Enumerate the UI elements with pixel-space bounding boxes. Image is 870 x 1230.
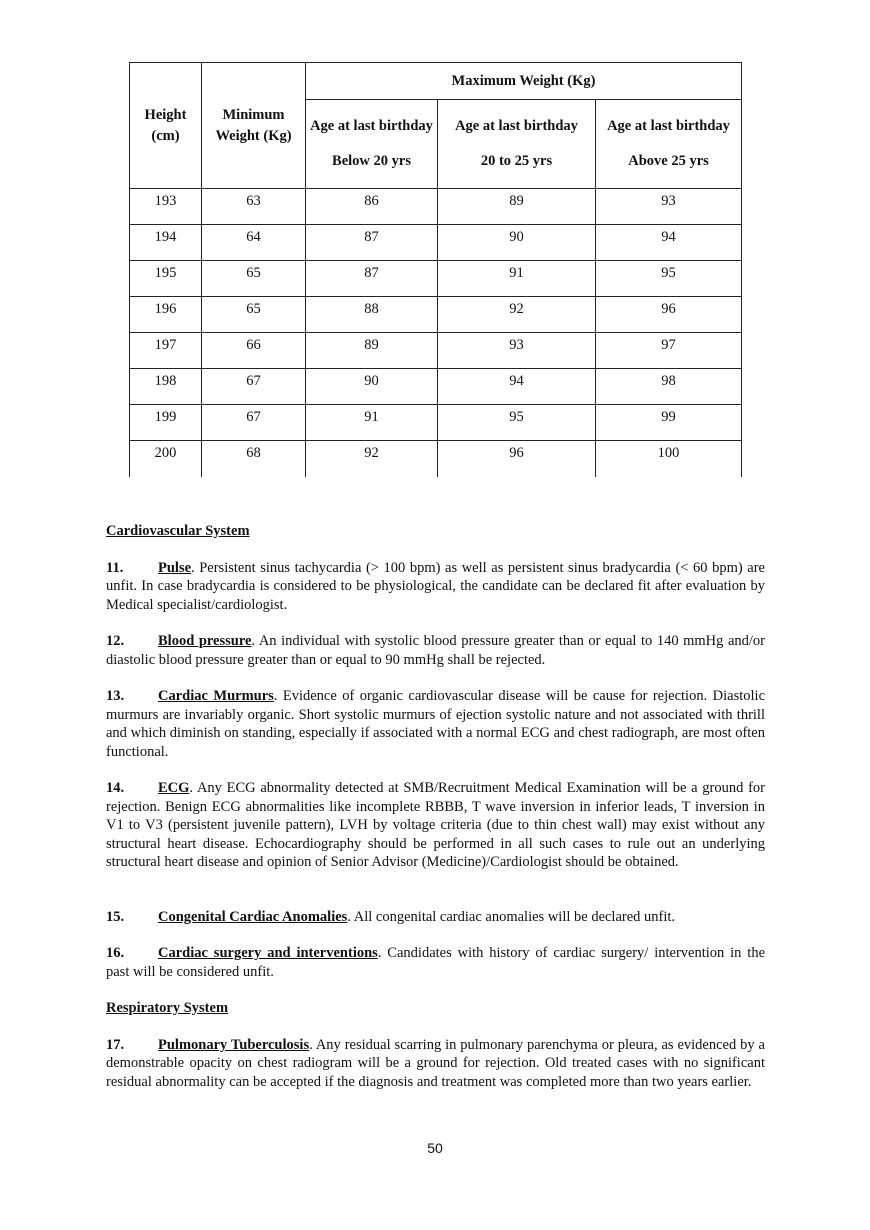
paragraph-number: 17. <box>106 1036 125 1053</box>
paragraph-text: . An individual with systolic blood pressure greater than or equal to 140 mmHg and/or diastolic blood pressure greater than or equal to 90 mmHg shall be rejected. <box>106 633 765 668</box>
cell-max-above-25: 97 <box>596 333 742 369</box>
paragraph-text: . Persistent sinus tachycardia (> 100 bpm) as well as persistent sinus bradycardia (< 60 bpm) are unfit. In case bradycardia is considered to be physiological, the candidate can be declared fit after evaluation by Medical specialist/cardiologist. <box>106 559 765 613</box>
cell-max-above-25: 100 <box>596 441 742 477</box>
cell-max-above-25: 94 <box>596 225 742 261</box>
table-row <box>130 333 742 369</box>
cell-max-20-to-25: 95 <box>438 405 596 441</box>
cell-height: 198 <box>130 369 202 405</box>
cell-height: 197 <box>130 333 202 369</box>
cell-max-below-20: 90 <box>306 369 438 405</box>
paragraph-13-cardiac-murmurs <box>106 687 765 761</box>
header-height: Height (cm) <box>130 63 202 189</box>
paragraph-number: 13. <box>106 688 125 704</box>
cell-max-below-20: 87 <box>306 261 438 297</box>
cell-max-above-25: 98 <box>596 369 742 405</box>
cell-max-20-to-25: 89 <box>438 189 596 225</box>
paragraph-title: Cardiac Murmurs <box>158 688 274 704</box>
cell-max-below-20: 87 <box>306 225 438 261</box>
table-row <box>130 405 742 441</box>
cell-max-20-to-25: 92 <box>438 297 596 333</box>
table-row <box>130 225 742 261</box>
paragraph-title: Congenital Cardiac Anomalies <box>158 908 348 925</box>
cell-max-above-25: 96 <box>596 297 742 333</box>
height-weight-table <box>129 62 742 477</box>
cell-max-below-20: 86 <box>306 189 438 225</box>
cell-height: 194 <box>130 225 202 261</box>
paragraph-title: Pulmonary Tuberculosis <box>158 1036 310 1053</box>
cell-max-above-25: 95 <box>596 261 742 297</box>
header-below-20 <box>306 100 438 189</box>
cell-min-weight: 64 <box>202 225 306 261</box>
cell-max-above-25: 99 <box>596 405 742 441</box>
header-max-weight: Maximum Weight (Kg) <box>306 63 742 100</box>
cell-height: 199 <box>130 405 202 441</box>
paragraph-number: 15. <box>106 908 125 925</box>
paragraph-text: . Candidates with history of cardiac surgery/ intervention in the past will be considered unfit. <box>106 945 766 980</box>
cell-max-below-20: 88 <box>306 297 438 333</box>
paragraph-text: . Any ECG abnormality detected at SMB/Recruitment Medical Examination will be a ground for rejection. Benign ECG abnormalities like incomplete RBBB, T wave inversion in inferior leads, T inversion in V1 to V3 (persistent juvenile pattern), LVH by voltage criteria (due to thin chest wall) may exist without any structural heart disease. Echocardiography should be performed in all such cases to rule out an underlying structural heart disease and opinion of Senior Advisor (Medicine)/Cardiologist should be obtained. <box>106 780 765 870</box>
cell-min-weight: 67 <box>202 369 306 405</box>
document-body <box>106 522 765 1091</box>
paragraph-title: ECG <box>158 780 190 796</box>
table-row <box>130 189 742 225</box>
cell-height: 200 <box>130 441 202 477</box>
cell-height: 193 <box>130 189 202 225</box>
paragraph-number: 12. <box>106 633 125 649</box>
cell-max-below-20: 91 <box>306 405 438 441</box>
cell-min-weight: 65 <box>202 261 306 297</box>
header-20-to-25-range: 20 to 25 yrs <box>480 153 553 169</box>
paragraph-number: 16. <box>106 945 125 961</box>
table-row <box>130 261 742 297</box>
paragraph-16-cardiac-surgery <box>106 944 765 981</box>
paragraph-number: 11. <box>106 559 124 576</box>
page-number: 50 <box>427 1140 443 1156</box>
paragraph-12-blood-pressure <box>106 632 765 669</box>
cell-height: 195 <box>130 261 202 297</box>
paragraph-14-ecg <box>106 779 765 872</box>
header-below-20-range: Below 20 yrs <box>332 153 411 169</box>
paragraph-title: Cardiac surgery and interventions <box>158 945 378 961</box>
header-above-25-range: Above 25 yrs <box>628 153 709 169</box>
cell-min-weight: 68 <box>202 441 306 477</box>
cell-min-weight: 65 <box>202 297 306 333</box>
paragraph-text: . Any residual scarring in pulmonary parenchyma or pleura, as evidenced by a demonstrable opacity on chest radiogram will be a ground for rejection. Old treated cases with no significant residual abnormality can be accepted if the diagnosis and treatment was completed more than two years earlier. <box>106 1036 765 1090</box>
cell-max-20-to-25: 90 <box>438 225 596 261</box>
paragraph-title: Pulse <box>158 559 192 576</box>
paragraph-text: . Evidence of organic cardiovascular disease will be cause for rejection. Diastolic murmurs are invariably organic. Short systolic murmurs of ejection systolic nature and not associated with thrill and which diminish on standing, especially if associated with a normal ECG and chest radiograph, are most often functional. <box>106 688 765 760</box>
paragraph-15-congenital-anomalies <box>106 908 765 927</box>
paragraph-text: . All congenital cardiac anomalies will be declared unfit. <box>347 908 676 925</box>
weight-table-container <box>129 62 741 477</box>
header-20-to-25 <box>438 100 596 189</box>
cell-min-weight: 63 <box>202 189 306 225</box>
cell-min-weight: 66 <box>202 333 306 369</box>
cell-height: 196 <box>130 297 202 333</box>
paragraph-number: 14. <box>106 780 125 796</box>
cell-max-20-to-25: 91 <box>438 261 596 297</box>
paragraph-11-pulse <box>106 559 765 615</box>
cell-max-20-to-25: 96 <box>438 441 596 477</box>
header-min-weight: Minimum Weight (Kg) <box>202 63 306 189</box>
table-header-row-top <box>130 63 742 100</box>
section-heading-respiratory: Respiratory System <box>106 1000 229 1016</box>
cell-max-below-20: 92 <box>306 441 438 477</box>
table-row <box>130 369 742 405</box>
cell-max-20-to-25: 94 <box>438 369 596 405</box>
header-above-25-label: Age at last birthday <box>607 118 730 134</box>
header-above-25 <box>596 100 742 189</box>
section-heading-cardiovascular: Cardiovascular System <box>106 523 250 539</box>
header-below-20-label: Age at last birthday <box>310 118 433 134</box>
cell-max-below-20: 89 <box>306 333 438 369</box>
cell-min-weight: 67 <box>202 405 306 441</box>
table-row <box>130 297 742 333</box>
cell-max-above-25: 93 <box>596 189 742 225</box>
header-20-to-25-label: Age at last birthday <box>455 118 578 134</box>
cell-max-20-to-25: 93 <box>438 333 596 369</box>
paragraph-17-pulmonary-tuberculosis <box>106 1036 765 1092</box>
table-row <box>130 441 742 477</box>
paragraph-title: Blood pressure <box>158 633 252 649</box>
